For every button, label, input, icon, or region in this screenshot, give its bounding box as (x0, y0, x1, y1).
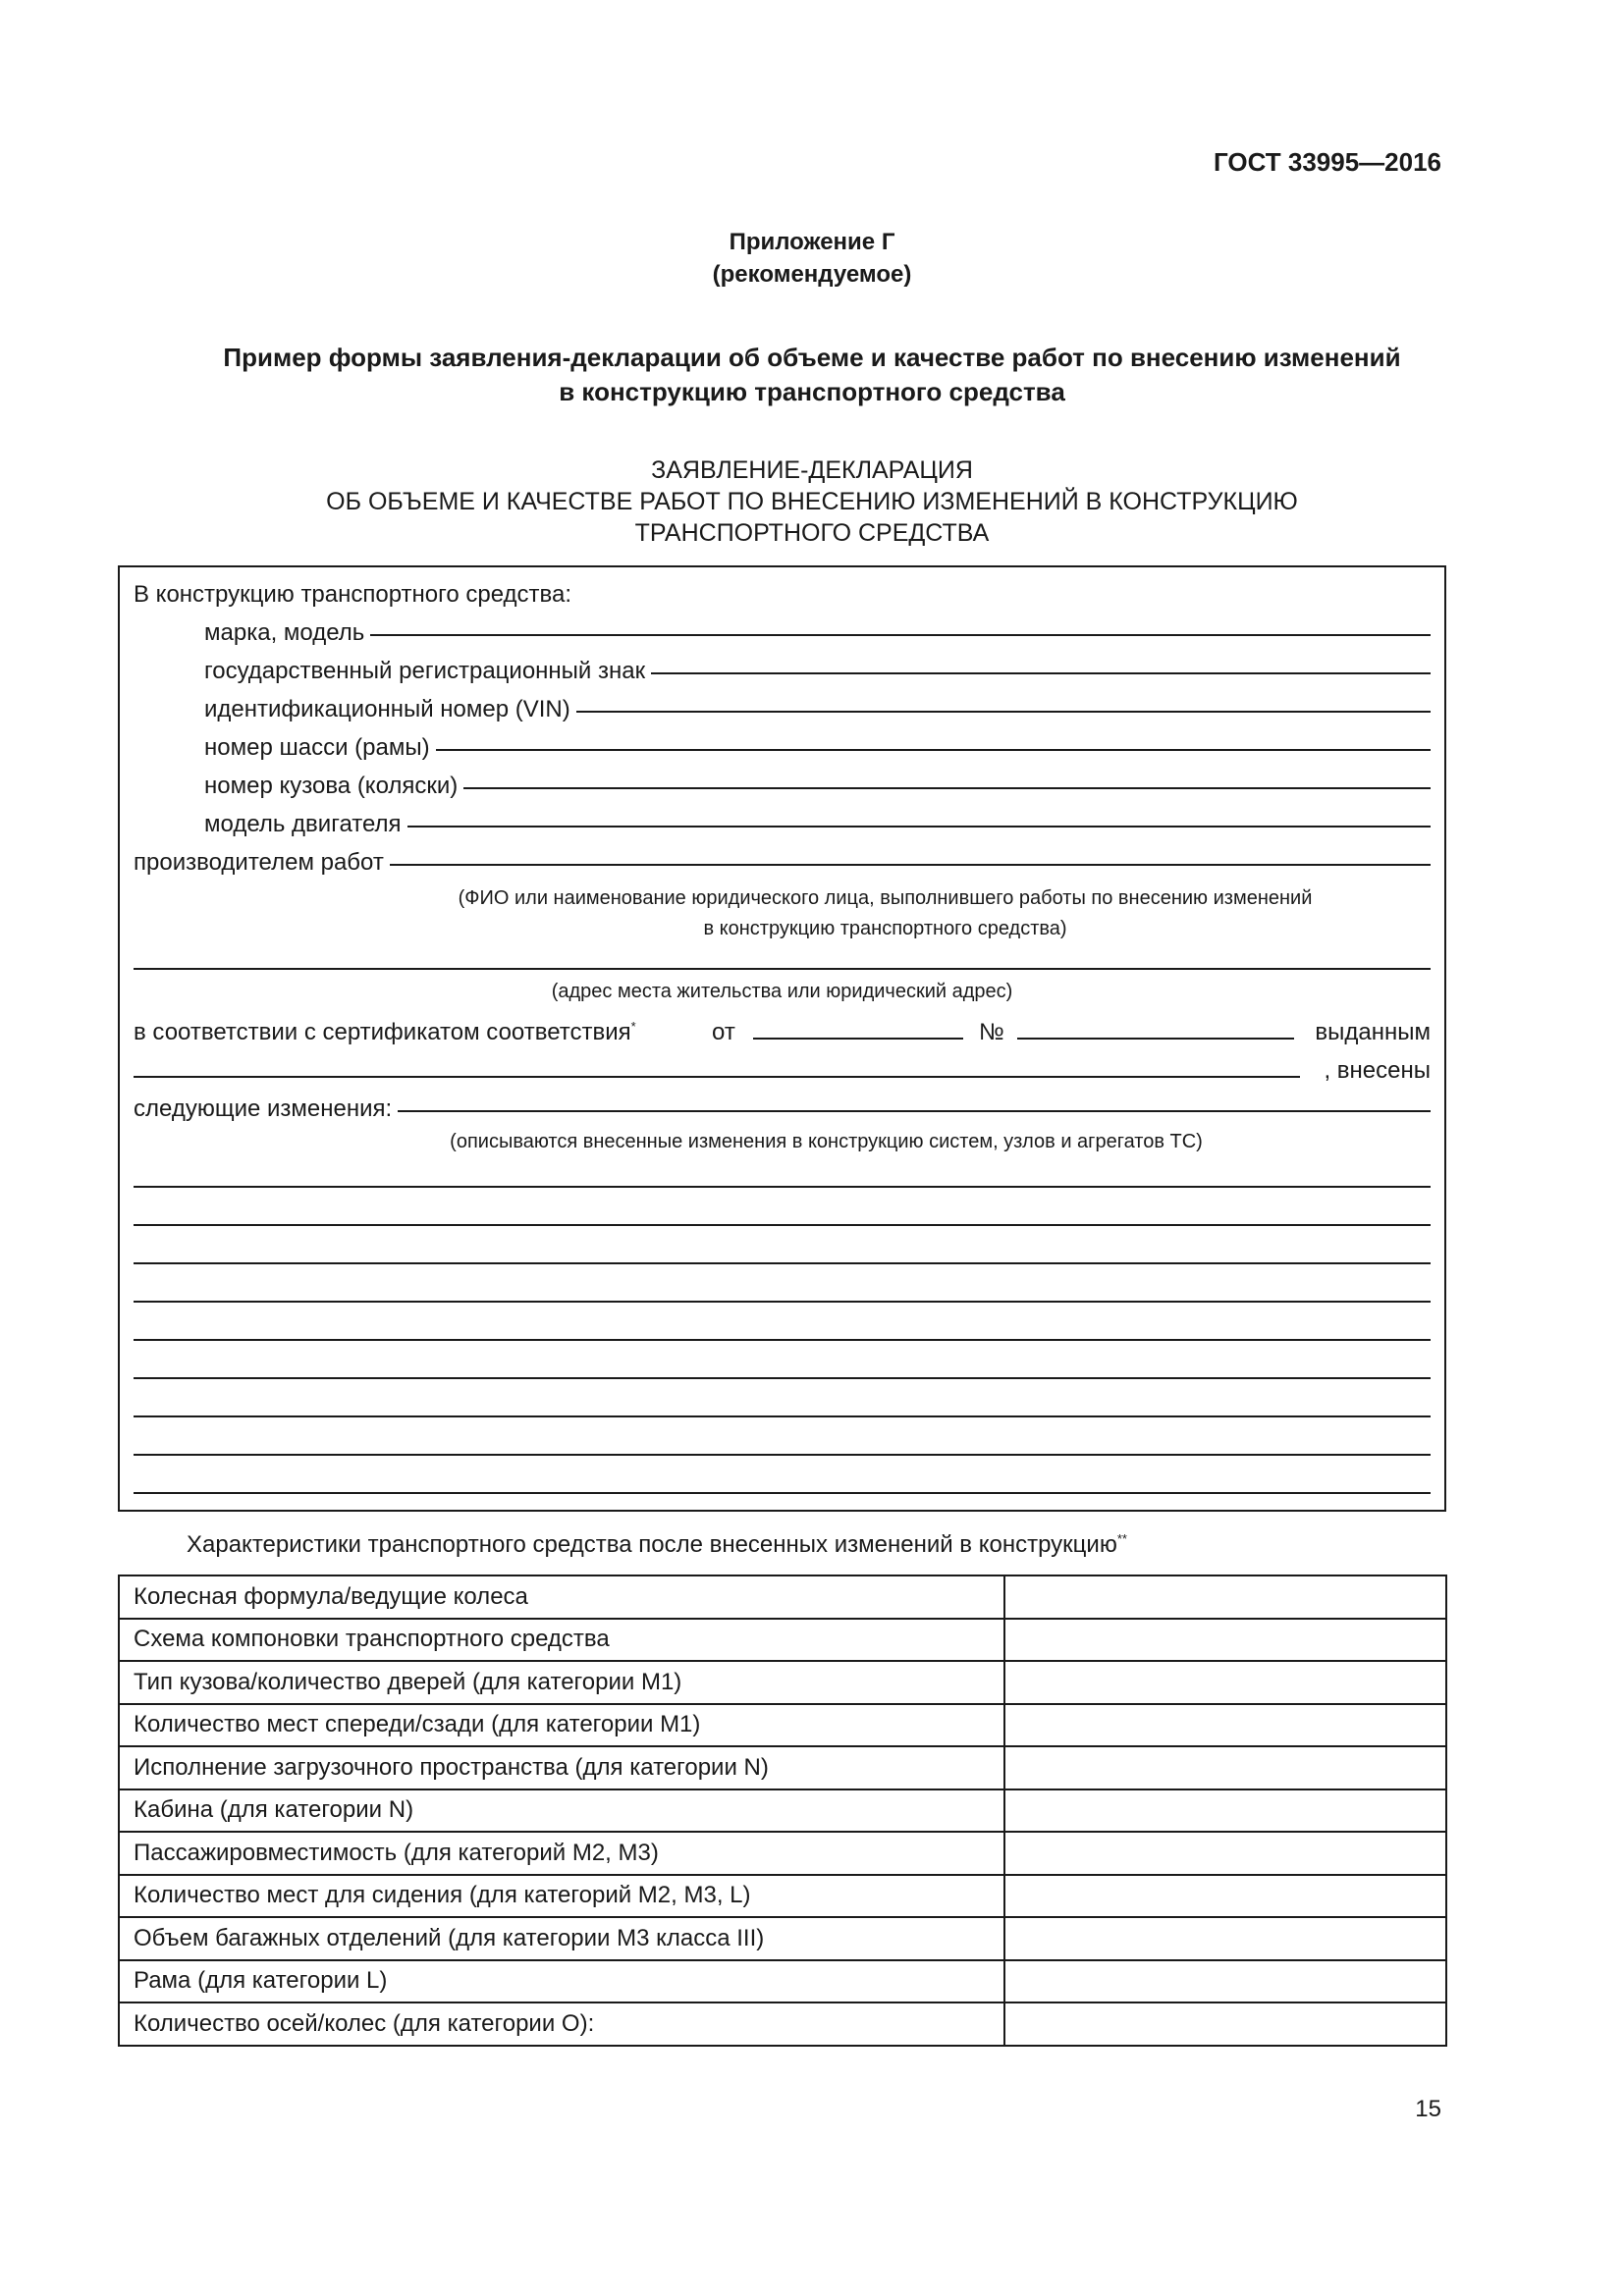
row-value-cell[interactable] (1004, 1746, 1446, 1789)
field-body-line[interactable] (463, 787, 1431, 789)
title-line-2: в конструкцию транспортного средства (559, 377, 1065, 406)
changes-row-line[interactable] (134, 1301, 1431, 1303)
field-registration-sign[interactable] (204, 658, 1431, 685)
footnote-mark-1: * (630, 1019, 636, 1034)
changes-row-line[interactable] (134, 1262, 1431, 1264)
row-label: Схема компоновки транспортного средства (119, 1619, 1004, 1662)
changes-row-line[interactable] (134, 1339, 1431, 1341)
field-engine-line[interactable] (407, 826, 1431, 828)
characteristics-table (118, 1575, 1447, 2047)
row-label: Пассажировместимость (для категорий М2, М3) (119, 1832, 1004, 1875)
row-value-cell[interactable] (1004, 1619, 1446, 1662)
changes-row-line[interactable] (134, 1454, 1431, 1456)
form-intro: В конструкцию транспортного средства: (134, 581, 572, 608)
row-label: Количество осей/колес (для категории О): (119, 2002, 1004, 2046)
row-value-cell[interactable] (1004, 1789, 1446, 1833)
form-heading-line-3: ТРАНСПОРТНОГО СРЕДСТВА (634, 519, 990, 547)
cert-issuer-line[interactable] (134, 1076, 1300, 1078)
changes-label: следующие изменения: (134, 1095, 393, 1122)
producer-hint-line-2: в конструкцию транспортного средства) (703, 918, 1067, 939)
document-title (0, 341, 1624, 409)
row-label: Рама (для категории L) (119, 1960, 1004, 2003)
field-reg-sign-line[interactable] (651, 672, 1431, 674)
cert-issued: выданным (1315, 1019, 1431, 1045)
form-heading-line-2: ОБ ОБЪЕМЕ И КАЧЕСТВЕ РАБОТ ПО ВНЕСЕНИЮ ИЗМЕНЕНИЙ В КОНСТРУКЦИЮ (326, 488, 1298, 515)
title-line-1: Пример формы заявления-декларации об объеме и качестве работ по внесению изменений (223, 343, 1401, 372)
table-row (119, 1661, 1446, 1704)
standard-number: ГОСТ 33995—2016 (1214, 147, 1441, 177)
changes-row-line[interactable] (134, 1186, 1431, 1188)
field-brand-label: марка, модель (204, 619, 365, 646)
changes-row-line[interactable] (134, 1492, 1431, 1494)
row-value-cell[interactable] (1004, 1917, 1446, 1960)
producer-hint (120, 883, 1444, 944)
footnote-mark-2: ** (1116, 1531, 1127, 1546)
field-chassis-label: номер шасси (рамы) (204, 734, 430, 761)
row-value-cell[interactable] (1004, 2002, 1446, 2046)
table-row (119, 1575, 1446, 1619)
address-hint: (адрес места жительства или юридический адрес) (551, 981, 1013, 1002)
field-chassis-line[interactable] (436, 749, 1431, 751)
row-value-cell[interactable] (1004, 1875, 1446, 1918)
form-heading (0, 454, 1624, 549)
row-label: Колесная формула/ведущие колеса (119, 1575, 1004, 1619)
row-label: Объем багажных отделений (для категории М3 класса III) (119, 1917, 1004, 1960)
cert-prefix-text: в соответствии с сертификатом соответствия (134, 1019, 631, 1045)
table-row (119, 1619, 1446, 1662)
row-label: Количество мест для сидения (для категорий М2, М3, L) (119, 1875, 1004, 1918)
row-value-cell[interactable] (1004, 1661, 1446, 1704)
table-row (119, 1789, 1446, 1833)
cert-prefix (134, 1019, 636, 1046)
table-row (119, 2002, 1446, 2046)
address-line[interactable] (134, 968, 1431, 970)
field-brand-model[interactable] (204, 619, 1431, 647)
row-value-cell[interactable] (1004, 1704, 1446, 1747)
cert-from: от (712, 1019, 735, 1045)
row-label: Кабина (для категории N) (119, 1789, 1004, 1833)
table-row (119, 1704, 1446, 1747)
appendix-status: (рекомендуемое) (712, 261, 912, 288)
cert-introduced: , внесены (1324, 1057, 1431, 1084)
table-row (119, 1960, 1446, 2003)
field-producer-line[interactable] (390, 864, 1431, 866)
table-row (119, 1746, 1446, 1789)
declaration-form (118, 565, 1446, 1512)
row-value-cell[interactable] (1004, 1575, 1446, 1619)
row-label: Исполнение загрузочного пространства (для категории N) (119, 1746, 1004, 1789)
table-row (119, 1875, 1446, 1918)
form-heading-line-1: ЗАЯВЛЕНИЕ-ДЕКЛАРАЦИЯ (651, 456, 973, 484)
field-engine-label: модель двигателя (204, 811, 402, 837)
field-vin[interactable] (204, 696, 1431, 723)
field-vin-label: идентификационный номер (VIN) (204, 696, 570, 722)
changes-hint: (описываются внесенные изменения в конструкцию систем, узлов и агрегатов ТС) (450, 1131, 1203, 1152)
field-producer-label: производителем работ (134, 849, 384, 876)
field-chassis-number[interactable] (204, 734, 1431, 762)
changes-row-line[interactable] (134, 1415, 1431, 1417)
field-vin-line[interactable] (576, 711, 1431, 713)
row-label: Тип кузова/количество дверей (для категории М1) (119, 1661, 1004, 1704)
changes-row-line[interactable] (134, 1377, 1431, 1379)
field-producer[interactable] (134, 849, 1431, 877)
table-row (119, 1917, 1446, 1960)
row-value-cell[interactable] (1004, 1960, 1446, 2003)
field-body-number[interactable] (204, 773, 1431, 800)
characteristics-title (187, 1531, 1127, 1559)
cert-number-sign: № (979, 1019, 1004, 1045)
field-body-label: номер кузова (коляски) (204, 773, 459, 799)
characteristics-title-text: Характеристики транспортного средства после внесенных изменений в конструкцию (187, 1531, 1117, 1558)
cert-date-line[interactable] (753, 1038, 963, 1040)
changes-line[interactable] (398, 1110, 1431, 1112)
field-brand-line[interactable] (370, 634, 1431, 636)
field-reg-sign-label: государственный регистрационный знак (204, 658, 646, 684)
field-engine-model[interactable] (204, 811, 1431, 838)
cert-number-line[interactable] (1017, 1038, 1294, 1040)
appendix-heading (0, 226, 1624, 291)
field-changes[interactable] (134, 1095, 1431, 1123)
producer-hint-line-1: (ФИО или наименование юридического лица, выполнившего работы по внесению изменений (458, 887, 1313, 909)
row-label: Количество мест спереди/сзади (для категории М1) (119, 1704, 1004, 1747)
row-value-cell[interactable] (1004, 1832, 1446, 1875)
table-row (119, 1832, 1446, 1875)
changes-row-line[interactable] (134, 1224, 1431, 1226)
appendix-title: Приложение Г (729, 229, 895, 255)
page-number: 15 (1415, 2096, 1441, 2122)
